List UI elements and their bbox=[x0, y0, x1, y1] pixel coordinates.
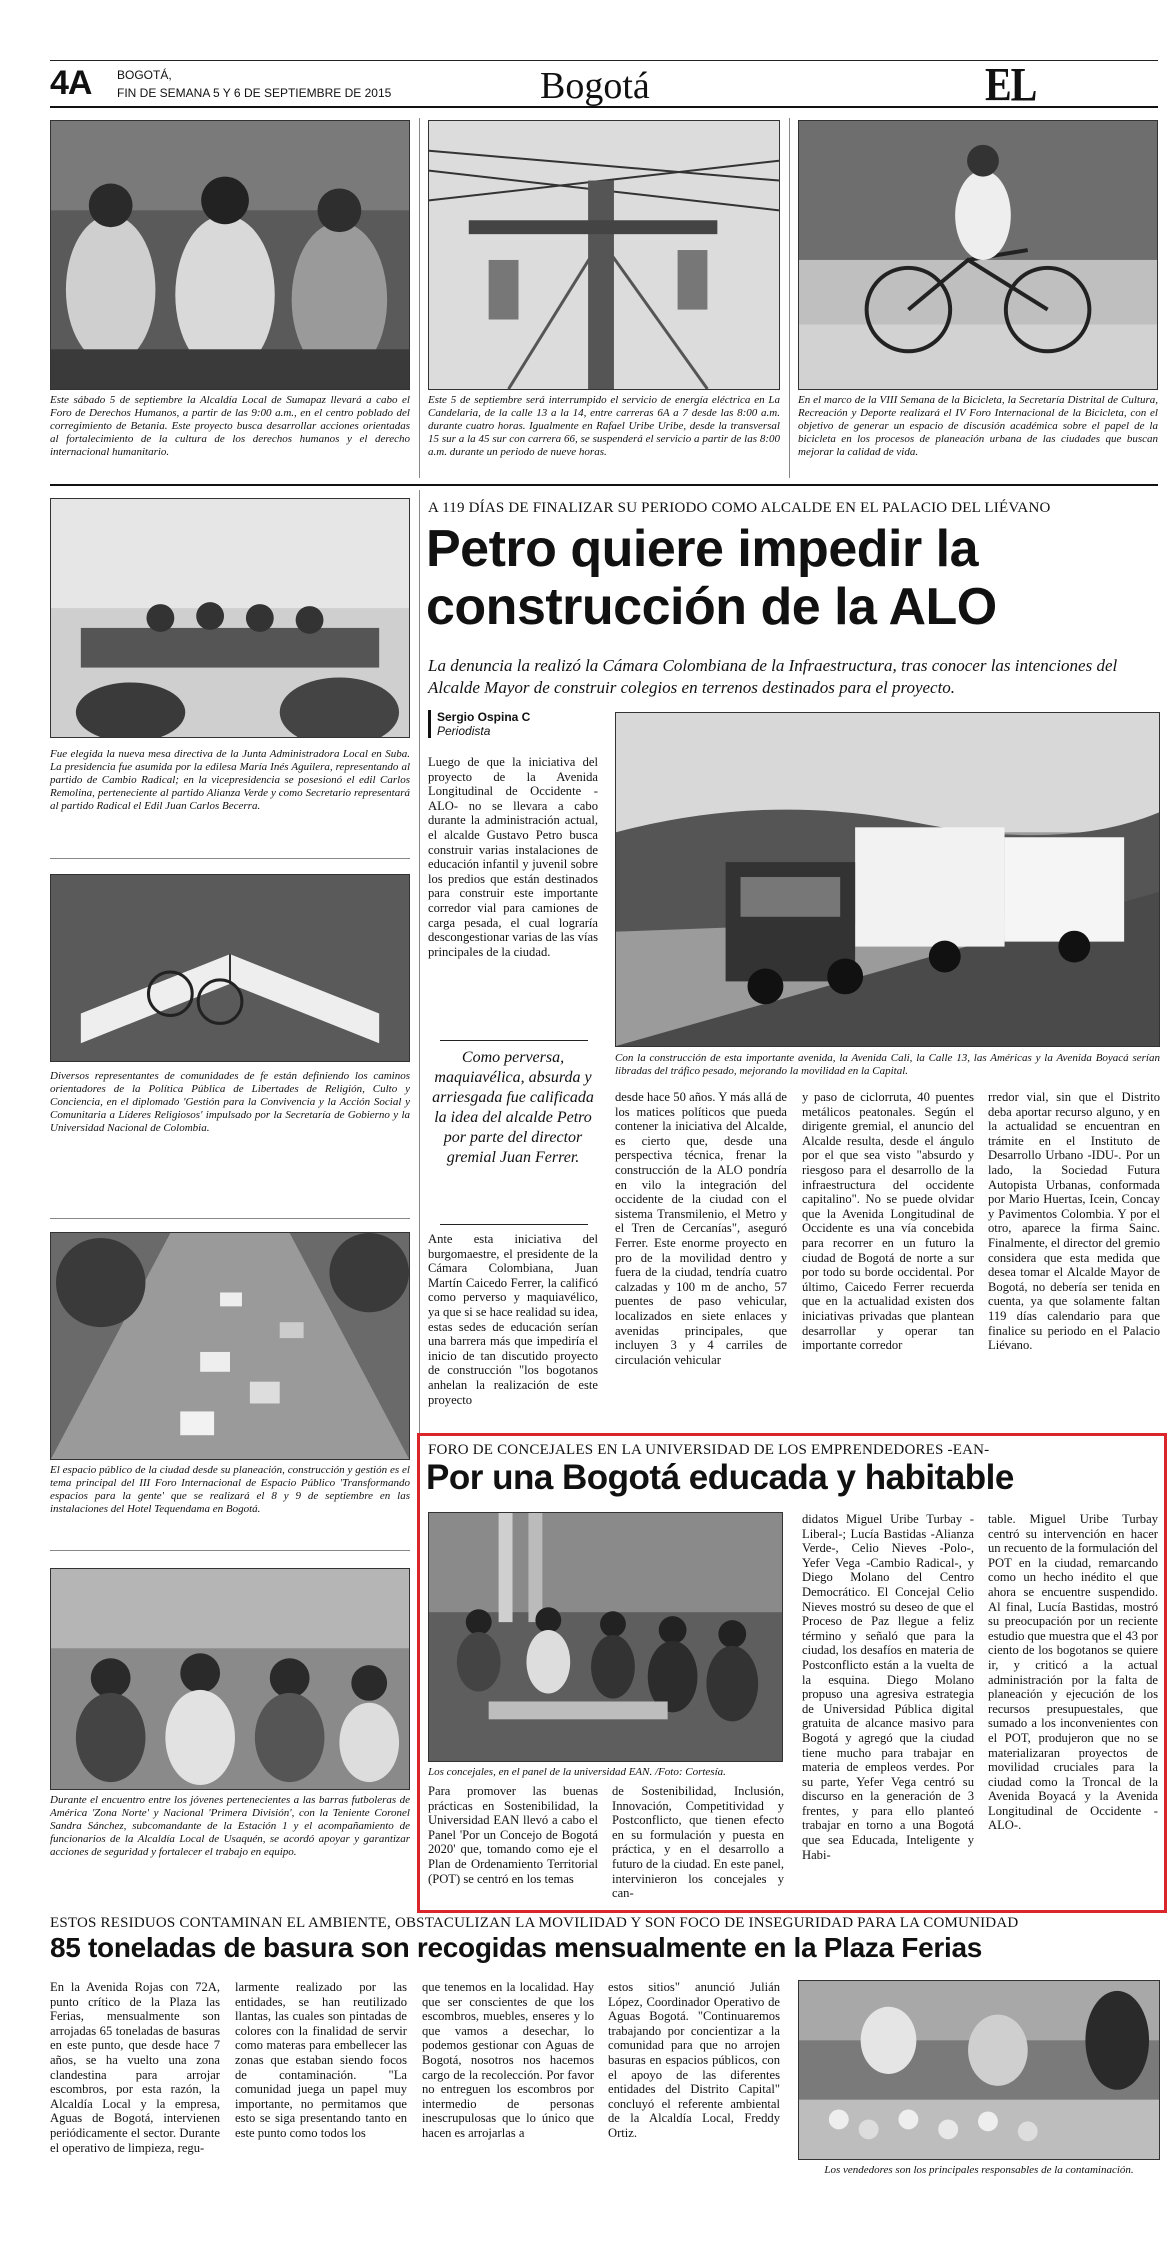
masthead-logo: EL bbox=[985, 57, 1035, 112]
caption-market-vendors: Los vendedores son los principales responsables de la contaminación. bbox=[824, 2164, 1134, 2176]
boxed-article-headline: Por una Bogotá educada y habitable bbox=[426, 1458, 1014, 1497]
headline-line-2: construcción de la ALO bbox=[426, 578, 997, 636]
section-title: Bogotá bbox=[540, 65, 650, 107]
bottom-article-kicker: ESTOS RESIDUOS CONTAMINAN EL AMBIENTE, OBSTACULIZAN LA MOVILIDAD Y SON FOCO DE INSEGURIDAD PARA LA COMUNIDAD bbox=[50, 1915, 1019, 1931]
caption-power-outage: Este 5 de septiembre será interrumpido el servicio de energía eléctrica en La Candelaria, de la calle 13 a la 14, entre carreras 6A a 7 desde las 8:00 a.m. durante cuatro horas. Igualmente en Rafael Uribe Uribe, desde la transversal 15 sur a la 45 sur con carrera 66, se suspenderá el servicio a partir de las 8:00 a.m. durante un periodo de nueve horas. bbox=[428, 394, 780, 458]
boxed-article-col-a: Para promover las buenas prácticas en Sostenibilidad, la Universidad EAN llevó a cabo el Panel 'Por un Concejo de Bogotá 2020' que, tomando como eje el Plan de Ordenamiento Territorial (POT) se centró en los temas bbox=[428, 1784, 598, 1886]
byline bbox=[428, 710, 598, 738]
caption-bicycle-forum: En el marco de la VIII Semana de la Bicicleta, la Secretaría Distrital de Cultura, Recreación y Deporte realizará el IV Foro Internacional de la Bicicleta, con el objetivo de generar un espacio de discusión académica sobre el papel de la bicicleta en los procesos de planeación urbana de las ciudades que buscan mejorar la calidad de vida. bbox=[798, 394, 1158, 458]
pull-quote-rule bbox=[440, 1224, 588, 1225]
photo-football-fans-meeting bbox=[50, 1568, 410, 1790]
caption-public-space-forum: El espacio público de la ciudad desde su planeación, construcción y gestión es el tema principal del III Foro Internacional de Espacio Público 'Transformando espacios para la gente' que se realizará el 8 y 9 de septiembre en las instalaciones del Hotel Tequendama en Bogotá. bbox=[50, 1464, 410, 1515]
byline-role: Periodista bbox=[437, 724, 491, 738]
photo-jal-suba bbox=[50, 498, 410, 738]
header-rule bbox=[50, 106, 1158, 108]
caption-jal-suba: Fue elegida la nueva mesa directiva de la Junta Administradora Local en Suba. La presidencia fue asumida por la edilesa María Inés Aguilera, representando al partido de Cambio Radical; en la vicepresidencia se posesionó el edil Carlos Remolina, perteneciente al partido Alianza Verde y como Secretario representará al partido Radical el Edil Juan Carlos Becerra. bbox=[50, 748, 410, 812]
sidebar-rule bbox=[50, 858, 410, 859]
headline-line-1: Petro quiere impedir la bbox=[426, 520, 978, 578]
photo-cyclist bbox=[798, 120, 1158, 390]
boxed-article-col-c: didatos Miguel Uribe Turbay -Liberal-; Lucía Bastidas -Alianza Verde-, Celio Nieves -Polo-, Yefer Vega -Cambio Radical-, y Diego Molano del Centro Democrático. El Concejal Celio Nieves mostró su deseo de que el Proceso de Paz llegue a feliz término y señaló que para la ciudad, los desafíos en materia de Postconflicto están a la vuelta de la esquina. Diego Molano propuso una agresiva estrategia de Universidad Pública digital gratuita de alcance masivo para Bogotá y agregó que la ciudad tiene mucho para trabajar en materia de empleos verdes. Por su parte, Yefer Vega centró su discurso en la generación de 3 frentes, y para ello planteó trabajar en torno a una Bogotá que sea Educada, Inteligente y Habi- bbox=[802, 1512, 974, 1862]
caption-football-fans: Durante el encuentro entre los jóvenes pertenecientes a las barras futboleras de América 'Zona Norte' y Nacional 'Primera División', con la Teniente Coronel Sandra Sánchez, subcomandante de la Estación 1 y el acompañamiento de funcionarios de la Alcaldía Local de Usaquén, se acordó apoyar y garantizar acciones de seguridad y fortalecer el trabajo en equipo. bbox=[50, 1794, 410, 1858]
photo-cargo-truck bbox=[615, 712, 1160, 1047]
photo-power-pole bbox=[428, 120, 780, 390]
photo-traffic-avenue bbox=[50, 1232, 410, 1460]
pull-quote-rule bbox=[440, 1040, 588, 1041]
bottom-article-col2: larmente realizado por las entidades, se han reutilizado llantas, las cuales son pintadas de colores con la finalidad de servir como materas para embellecer las zonas que estaban siendo focos de contaminación. "La comunidad juega un papel muy importante, no permitamos que esto se siga presentando tanto en este punto como todos los bbox=[235, 1980, 407, 2140]
pull-quote: Como perversa, maquiavélica, absurda y arriesgada fue calificada la idea del alcalde Petro por parte del director gremial Juan Ferrer. bbox=[432, 1049, 594, 1166]
header-date: FIN DE SEMANA 5 Y 6 DE SEPTIEMBRE DE 2015 bbox=[117, 86, 392, 100]
bottom-article-col1: En la Avenida Rojas con 72A, punto crítico de la Plaza las Ferias, mensualmente son arrojadas 65 toneladas de basuras en este punto, que desde hace 7 años, se ha vuelto una zona clandestina para arrojar escombros, por esta razón, la Alcaldía Local y la empresa, Aguas de Bogotá, intervienen periódicamente el sector. Durante el operativo de limpieza, regu- bbox=[50, 1980, 220, 2155]
caption-councilors-panel: Los concejales, en el panel de la universidad EAN. /Foto: Cortesía. bbox=[428, 1766, 726, 1778]
main-article-kicker: A 119 DÍAS DE FINALIZAR SU PERIODO COMO ALCALDE EN EL PALACIO DEL LIÉVANO bbox=[428, 500, 1051, 516]
header-rule-top bbox=[50, 60, 1158, 61]
column-divider bbox=[789, 118, 790, 478]
main-article-headline bbox=[426, 520, 1161, 636]
sidebar-rule bbox=[50, 1550, 410, 1551]
photo-market-vendors bbox=[798, 1980, 1160, 2160]
boxed-article-kicker: FORO DE CONCEJALES EN LA UNIVERSIDAD DE LOS EMPRENDEDORES -EAN- bbox=[428, 1442, 990, 1458]
page-number: 4A bbox=[50, 64, 92, 102]
bottom-article-col4: estos sitios" anunció Julián López, Coordinador Operativo de Aguas Bogotá. "Continuaremos trabajando por concientizar a la comunidad para que no arrojen basuras en espacios públicos, con el apoyo de las diferentes entidades del Distrito Capital" concluyó el referente ambiental de la Alcaldía Local, Freddy Ortiz. bbox=[608, 1980, 780, 2140]
caption-cargo-truck: Con la construcción de esta importante avenida, la Avenida Cali, la Calle 13, las Américas y la Avenida Boyacá serían libradas del tráfico pesado, mejorando la movilidad en la Capital. bbox=[615, 1052, 1160, 1077]
photo-human-rights-forum bbox=[50, 120, 410, 390]
sidebar-rule bbox=[50, 1218, 410, 1219]
byline-name: Sergio Ospina C bbox=[437, 710, 531, 724]
main-article-deck: La denuncia la realizó la Cámara Colombiana de la Infraestructura, tras conocer las intenciones del Alcalde Mayor de construir colegios en terrenos destinados para el proyecto. bbox=[428, 656, 1118, 697]
bottom-article-headline: 85 toneladas de basura son recogidas mensualmente en la Plaza Ferias bbox=[50, 1932, 982, 1963]
main-article-col1-bottom: Ante esta iniciativa del burgomaestre, el presidente de la Cámara Colombiana, Juan Martín Caicedo Ferrer, la calificó como perverso y maquiavélico, ya que si se hace realidad su idea, estas sedes de educación serían una barrera más que impediría el inicio de tan discutido proyecto de construcción "los bogotanos anhelan la realización de este proyecto bbox=[428, 1232, 598, 1407]
column-divider bbox=[419, 118, 420, 478]
main-article-col2: desde hace 50 años. Y más allá de los matices políticos que pueda contener la iniciativa del Alcalde, es cierto que, desde una perspectiva técnica, frenar la construcción de la ALO pondría en vilo la integración del occidente de la ciudad con el sistema Transmilenio, el Metro y el Tren de Cercanías", aseguró Ferrer. Este enorme proyecto en pro de la movilidad dentro y fuera de la ciudad, tendría cuatro calzadas y 100 m de ancho, 57 puentes de paso vehicular, localizados en siete enlaces y avenidas principales, que incluyen 3 y 4 carriles de circulación vehicular bbox=[615, 1090, 787, 1367]
photo-councilors-panel bbox=[428, 1512, 783, 1762]
photo-open-bible bbox=[50, 874, 410, 1062]
bottom-article-col3: que tenemos en la localidad. Hay que ser conscientes de que los escombros, muebles, enseres y lo que vamos a desechar, lo podemos gestionar con Aguas de Bogotá, nosotros nos hacemos cargo de la recolección. Por favor no entreguen los escombros por intermedio de personas inescrupulosas que lo único que hacen es arrojarlas a bbox=[422, 1980, 594, 2140]
boxed-article-col-d: table. Miguel Uribe Turbay centró su intervención en hacer un recuento de la formulación del POT en la ciudad, remarcando como un hecho inédito el que ahora se encuentre suspendido. Al final, Lucía Bastidas, mostró su preocupación por un reciente estudio que muestra que el 43 por ciento de los bogotanos se quiere ir, y criticó a la actual administración por la falta de planeación y ejecución de los recursos presupuestales, que sumado a los inconvenientes con el POT, produjeron que no se materializaran proyectos de movilidad cruciales para la ciudad como la Troncal de la Avenida Boyacá y la Avenida Longitudinal de Occidente -ALO-. bbox=[988, 1512, 1158, 1833]
main-article-col3: y paso de ciclorruta, 40 puentes metálicos peatonales. Según el dirigente gremial, el anuncio del Alcalde resulta, desde el ángulo por el que sea visto "absurdo y riesgoso para el desarrollo de la infraestructura del occidente capitalino". No se puede olvidar que la Avenida Longitudinal de Occidente es una vía concebida para recorrer en un futuro la ciudad de Bogotá de norte a sur por todo su borde occidental. Por último, Caicedo Ferrer recuerda que en la actualidad existen dos iniciativas privadas que plantean desarrollar y operar tan importante corredor bbox=[802, 1090, 974, 1353]
main-article-col1-top: Luego de que la iniciativa del proyecto de la Avenida Longitudinal de Occidente -ALO- no se llevara a cabo durante la administración actual, el alcalde Gustavo Petro busca construir varias instalaciones de educación infantil y juvenil sobre los predios que están destinados para construir este importante corredor vial para camiones de carga pesada, el cual lograría descongestionar varias de las vías principales de la ciudad. bbox=[428, 755, 598, 959]
main-article-col4: rredor vial, sin que el Distrito deba aportar recurso alguno, y en la actualidad se encuentran en trámite en el Instituto de Desarrollo Urbano -IDU-. Por un lado, la Sociedad Futura Autopista Urbanas, conformada por Mario Huertas, Icein, Concay y Pavimentos Colombia. Y por el otro, aparece la firma Sainc. Finalmente, el director del gremio considera que esta medida que desea tomar el Alcalde Mayor de Bogotá, no debería ser tenida en cuenta, ya que solamente faltan 119 días calendario para que finalice su periodo en el Palacio Liévano. bbox=[988, 1090, 1160, 1353]
boxed-article-col-b: de Sostenibilidad, Inclusión, Innovación, Competitividad y Postconflicto, que tienen efecto en su formulación y puesta en práctica, y en el desarrollo a futuro de la ciudad. En este panel, intervinieron los concejales y can- bbox=[612, 1784, 784, 1901]
header-city: BOGOTÁ, bbox=[117, 68, 172, 82]
caption-human-rights-forum: Este sábado 5 de septiembre la Alcaldía Local de Sumapaz llevará a cabo el Foro de Derechos Humanos, a partir de las 9:00 a.m., en el centro poblado del corregimiento de Betania. Este proyecto busca desarrollar acciones orientadas al fortalecimiento de la cultura de los derechos humanos y el derecho internacional humanitario. bbox=[50, 394, 410, 458]
section-rule bbox=[50, 484, 1158, 486]
caption-religious-freedom: Diversos representantes de comunidades de fe están definiendo los caminos orientadores de la Política Pública de Libertades de Religión, Culto y Conciencia, en el diplomado 'Gestión para la Convivencia y la Acción Social y Comunitaria a Líderes Religiosos' impulsado por la Secretaría de Gobierno y la Universidad Nacional de Colombia. bbox=[50, 1070, 410, 1134]
